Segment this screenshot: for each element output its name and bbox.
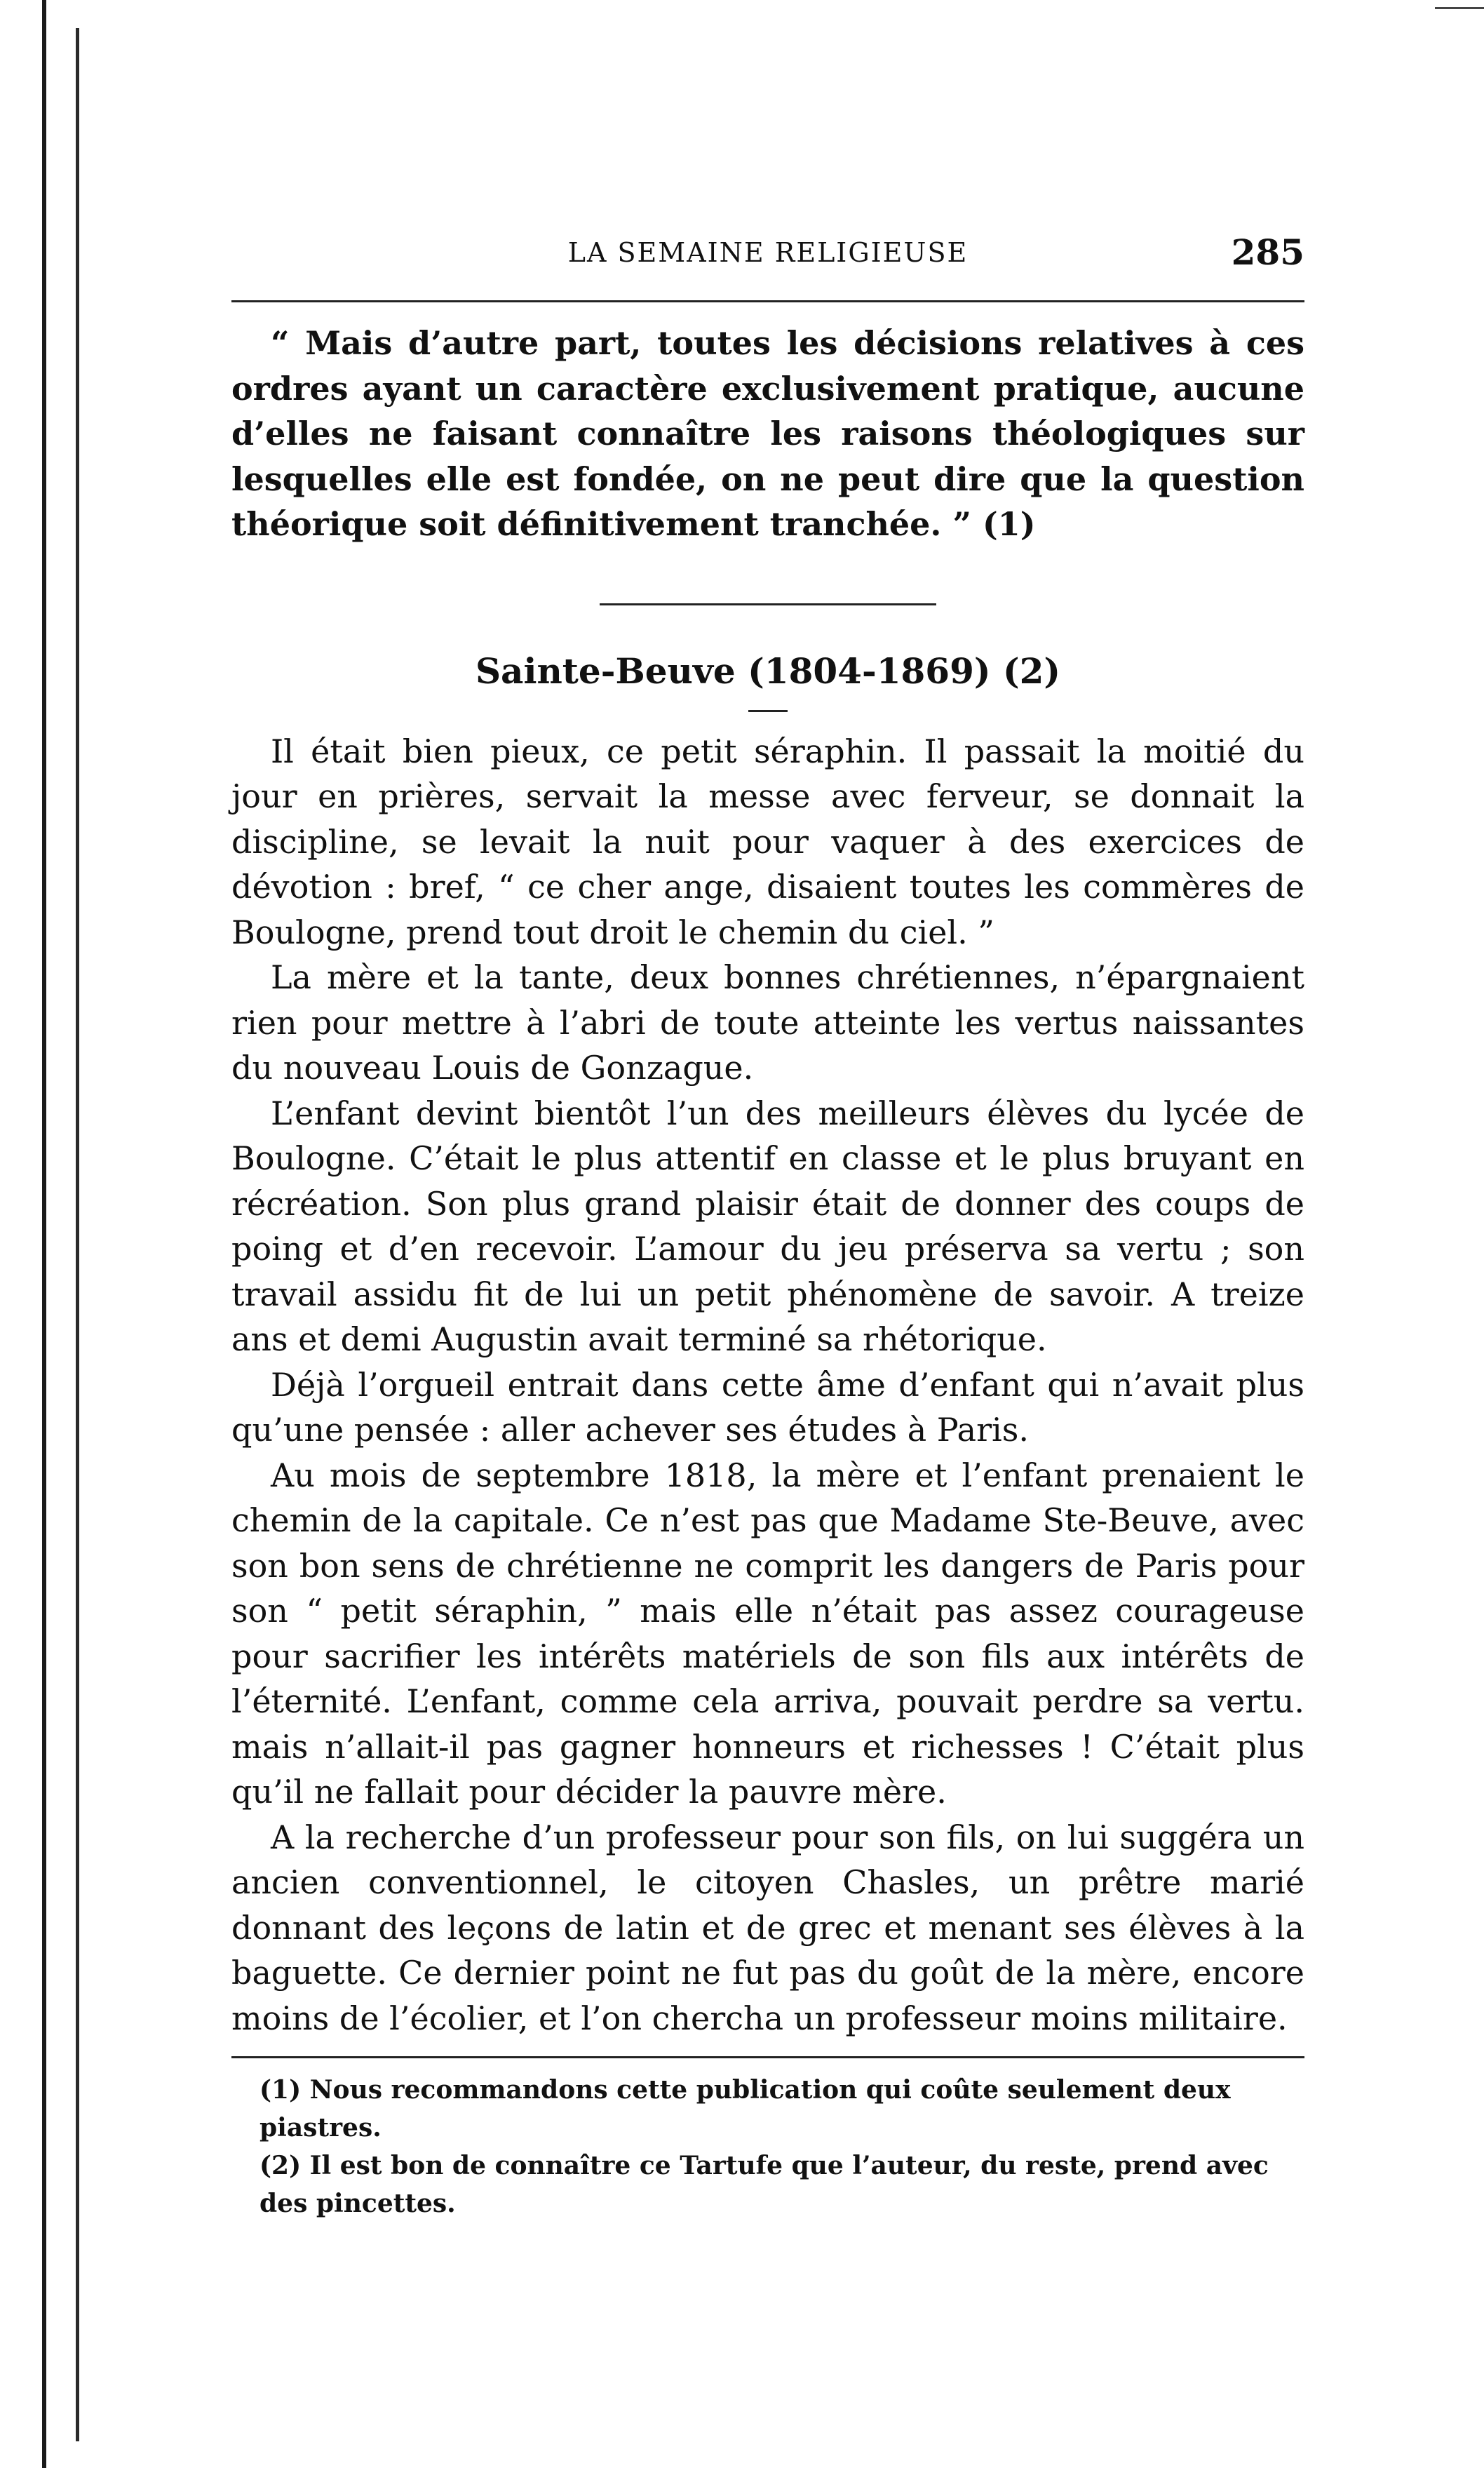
- section-title: Sainte-Beuve (1804-1869) (2): [475, 650, 1061, 692]
- body-text: [231, 729, 1304, 2041]
- section-divider: [600, 603, 936, 605]
- body-paragraph: La mère et la tante, deux bonnes chrétiennes, n’épargnaient rien pour mettre à l’abri de toute atteinte les vertus naissantes du nouveau Louis de Gonzague.: [231, 958, 1304, 1087]
- body-paragraph: Déjà l’orgueil entrait dans cette âme d’enfant qui n’avait plus qu’une pensée : aller achever ses études à Paris.: [231, 1365, 1304, 1449]
- running-head: [231, 232, 1304, 281]
- footnote-rule: [231, 2056, 1304, 2058]
- binding-edge-inner: [76, 28, 79, 2441]
- body-paragraph: A la recherche d’un professeur pour son fils, on lui suggéra un ancien conventionnel, le citoyen Chasles, un prêtre marié donnant des leçons de latin et de grec et menant ses élèves à la baguette. Ce dernier point ne fut pas du goût de la mère, encore moins de l’écolier, et l’on chercha un professeur moins militaire.: [231, 1818, 1304, 2037]
- corner-mark: [1435, 7, 1484, 9]
- binding-edge: [42, 0, 46, 2468]
- footnote: (1) Nous recommandons cette publication qui coûte seulement deux piastres.: [259, 2075, 1231, 2142]
- page-number: 285: [1231, 232, 1304, 273]
- title-dash: [748, 710, 788, 712]
- quote-paragraph: “ Mais d’autre part, toutes les décisions relatives à ces ordres ayant un caractère exclusivement pratique, aucune d’elles ne faisant connaître les raisons théologiques sur lesquelles elle est fondée, on ne peut dire que la question théorique soit définitivement tranchée. ” (1): [231, 324, 1304, 543]
- body-paragraph: Il était bien pieux, ce petit séraphin. Il passait la moitié du jour en prières, servait la messe avec ferveur, se donnait la discipline, se levait la nuit pour vaquer à des exercices de dévotion : bref, “ ce cher ange, disaient toutes les commères de Boulogne, prend tout droit le chemin du ciel. ”: [231, 732, 1304, 951]
- footnotes: [231, 2071, 1304, 2222]
- body-paragraph: L’enfant devint bientôt l’un des meilleurs élèves du lycée de Boulogne. C’était le plus attentif en classe et le plus bruyant en récréation. Son plus grand plaisir était de donner des coups de poing et d’en recevoir. L’amour du jeu préserva sa vertu ; son travail assidu fit de lui un petit phénomène de savoir. A treize ans et demi Augustin avait terminé sa rhétorique.: [231, 1094, 1304, 1358]
- footnote: (2) Il est bon de connaître ce Tartufe que l’auteur, du reste, prend avec des pincettes.: [259, 2151, 1269, 2218]
- header-rule: [231, 300, 1304, 302]
- running-title: LA SEMAINE RELIGIEUSE: [567, 237, 969, 268]
- body-paragraph: Au mois de septembre 1818, la mère et l’enfant prenaient le chemin de la capitale. Ce n’est pas que Madame Ste-Beuve, avec son bon sens de chrétienne ne comprit les dangers de Paris pour son “ petit séraphin, ” mais elle n’était pas assez courageuse pour sacrifier les intérêts matériels de son fils aux intérêts de l’éternité. L’enfant, comme cela arriva, pouvait perdre sa vertu. mais n’allait-il pas gagner honneurs et richesses ! C’était plus qu’il ne fallait pour décider la pauvre mère.: [231, 1456, 1304, 1811]
- page: [231, 232, 1304, 2222]
- quote-block: [231, 321, 1304, 547]
